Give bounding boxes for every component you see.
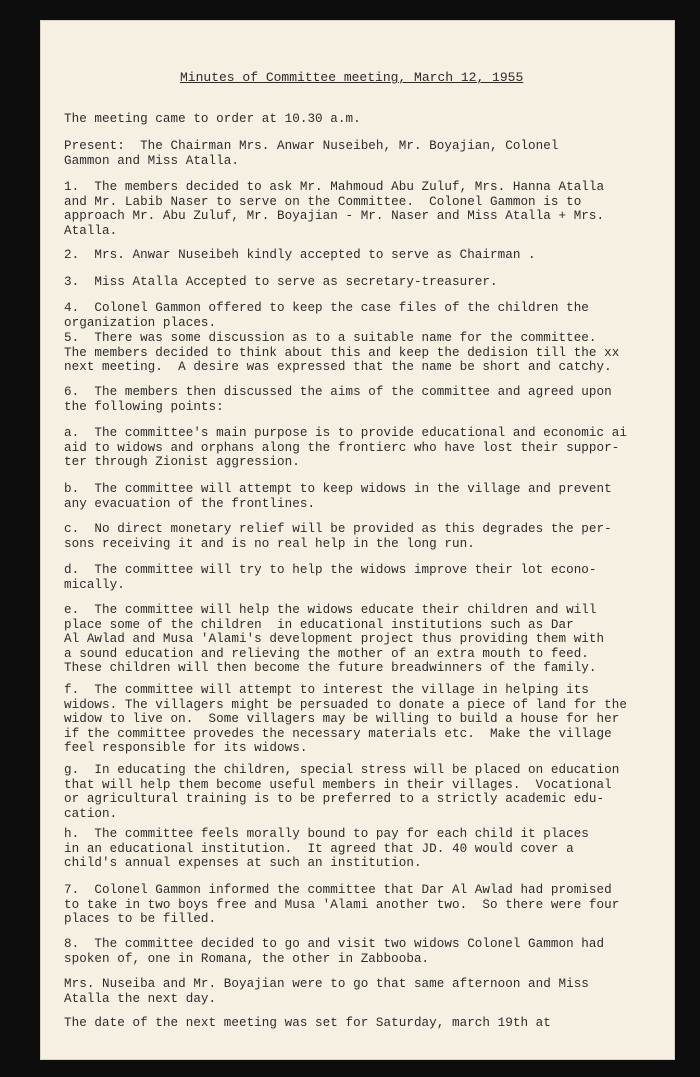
paragraph-point-a: a. The committee's main purpose is to provide educational and economic ai aid to widows and orphans along the frontierc who have lost their suppor- ter through Zionist aggression. (64, 426, 627, 469)
paragraph-point-f: f. The committee will attempt to interest the village in helping its widows. The villagers might be persuaded to donate a piece of land for the widow to live on. Some villagers may be willing to build a house for her if the committee provedes the necessary materials etc. Make the village feel responsible for its widows. (64, 683, 627, 755)
paragraph-point-g: g. In educating the children, special stress will be placed on education that will help them become useful members in their villages. Vocational or agricultural training is to be preferred to a strictly academic edu- cation. (64, 763, 620, 821)
document-title: Minutes of Committee meeting, March 12, 1955 (180, 70, 524, 85)
paragraph-present: Present: The Chairman Mrs. Anwar Nuseibeh, Mr. Boyajian, Colonel Gammon and Miss Atalla. (64, 139, 559, 168)
paragraph-point-d: d. The committee will try to help the widows improve their lot econo- mically. (64, 563, 597, 592)
paragraph-meeting-start: The meeting came to order at 10.30 a.m. (64, 112, 361, 126)
paragraph-item-6: 6. The members then discussed the aims of the committee and agreed upon the following points: (64, 385, 612, 414)
paragraph-item-5: 5. There was some discussion as to a suitable name for the committee. The members decided to think about this and keep the dedision till the xx next meeting. A desire was expressed that the name be short and catchy. (64, 331, 620, 374)
typed-minutes-page (40, 20, 675, 1060)
paragraph-item-7: 7. Colonel Gammon informed the committee that Dar Al Awlad had promised to take in two boys free and Musa 'Alami another two. So there were four places to be filled. (64, 883, 620, 926)
paragraph-item-8: 8. The committee decided to go and visit two widows Colonel Gammon had spoken of, one in Romana, the other in Zabbooba. (64, 937, 605, 966)
paragraph-point-b: b. The committee will attempt to keep widows in the village and prevent any evacuation of the frontlines. (64, 482, 612, 511)
paragraph-item-4: 4. Colonel Gammon offered to keep the case files of the children the organization places. (64, 301, 589, 330)
paragraph-point-c: c. No direct monetary relief will be provided as this degrades the per- sons receiving it and is no real help in the long run. (64, 522, 612, 551)
paragraph-next-meeting: The date of the next meeting was set for Saturday, march 19th at (64, 1016, 551, 1030)
paragraph-item-1: 1. The members decided to ask Mr. Mahmoud Abu Zuluf, Mrs. Hanna Atalla and Mr. Labib Naser to serve on the Committee. Colonel Gammon is to approach Mr. Abu Zuluf, Mr. Boyajian - Mr. Naser and Miss Atalla + Mrs. Atalla. (64, 180, 605, 238)
paragraph-item-2: 2. Mrs. Anwar Nuseibeh kindly accepted to serve as Chairman . (64, 248, 536, 262)
paragraph-point-h: h. The committee feels morally bound to pay for each child it places in an educational institution. It agreed that JD. 40 would cover a child's annual expenses at such an institution. (64, 827, 589, 870)
paragraph-point-e: e. The committee will help the widows educate their children and will place some of the children in educational institutions such as Dar Al Awlad and Musa 'Alami's development project thus providing them with a sound education and relieving the mother of an extra mouth to feed. These children will then become the future breadwinners of the family. (64, 603, 605, 675)
paragraph-visits: Mrs. Nuseiba and Mr. Boyajian were to go that same afternoon and Miss Atalla the next day. (64, 977, 589, 1006)
paragraph-item-3: 3. Miss Atalla Accepted to serve as secretary-treasurer. (64, 275, 498, 289)
